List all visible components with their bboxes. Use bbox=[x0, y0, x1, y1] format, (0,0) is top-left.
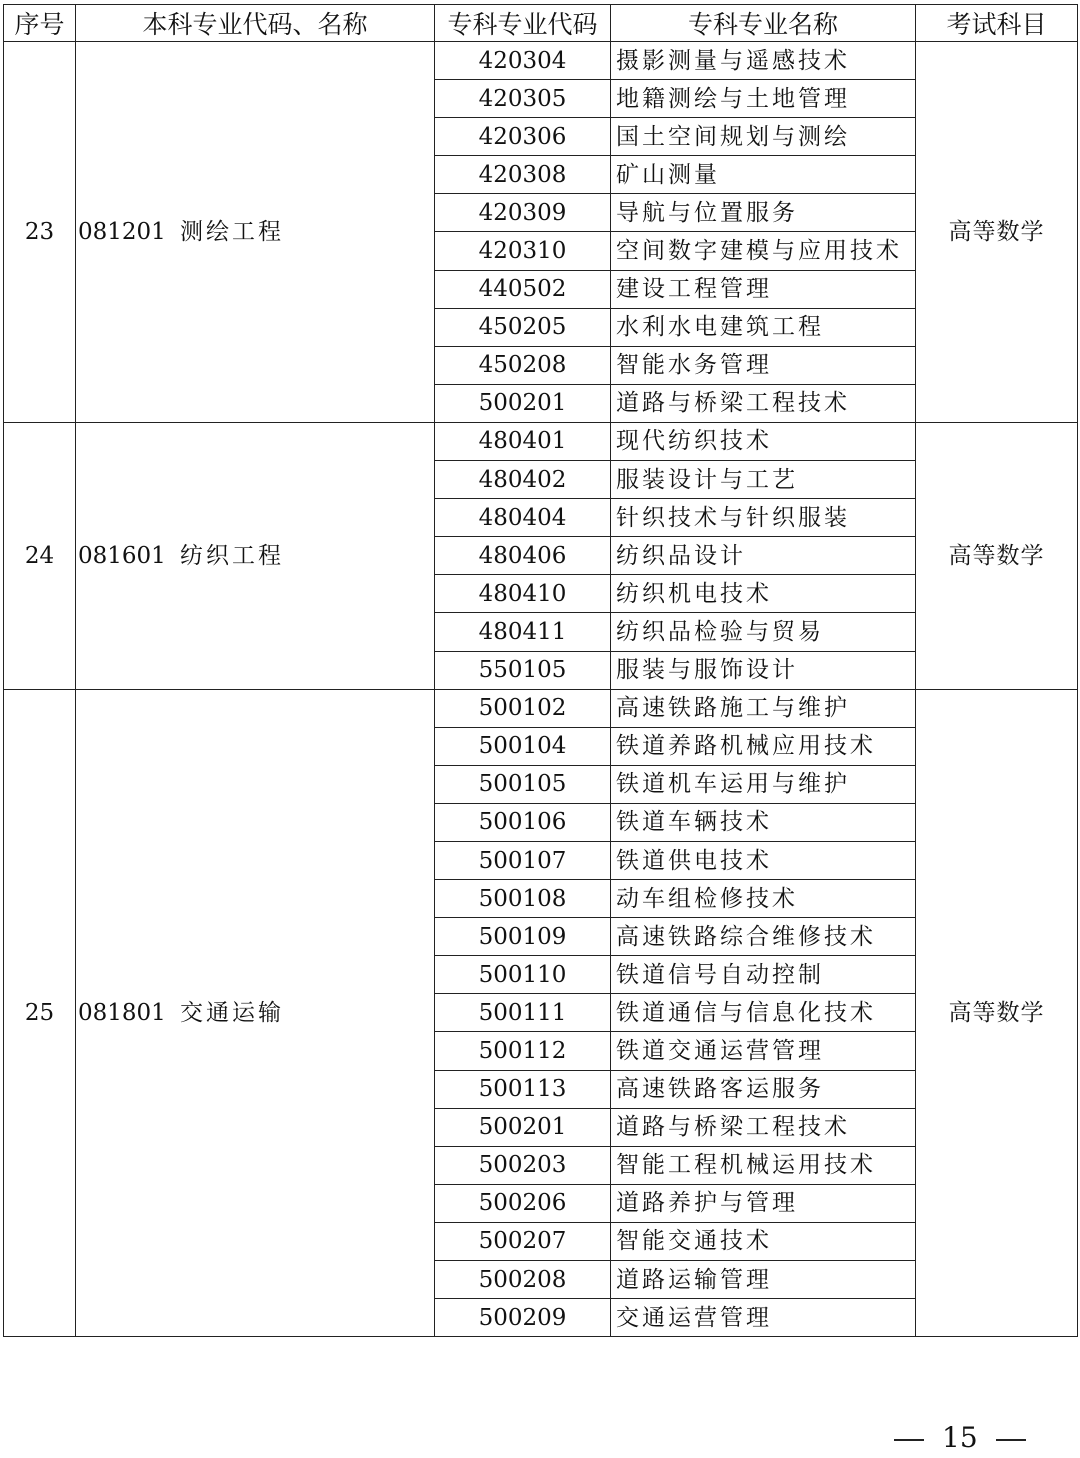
zk-code-cell: 420305 bbox=[435, 80, 611, 118]
exam-subject-cell: 高等数学 bbox=[916, 689, 1078, 1337]
zk-code-cell: 500110 bbox=[435, 956, 611, 994]
zk-name-cell: 纺织品检验与贸易 bbox=[611, 613, 916, 651]
zk-code-cell: 420306 bbox=[435, 118, 611, 156]
seq-cell: 24 bbox=[4, 422, 76, 689]
table-row bbox=[4, 42, 1078, 80]
zk-name-cell: 铁道交通运营管理 bbox=[611, 1032, 916, 1070]
exam-subject-cell: 高等数学 bbox=[916, 422, 1078, 689]
table-row bbox=[4, 689, 1078, 727]
bk-major-name: 测绘工程 bbox=[180, 218, 284, 245]
zk-code-cell: 420309 bbox=[435, 194, 611, 232]
zk-name-cell: 高速铁路客运服务 bbox=[611, 1070, 916, 1108]
zk-name-cell: 铁道信号自动控制 bbox=[611, 956, 916, 994]
bk-major-code: 081601 bbox=[78, 542, 166, 569]
zk-name-cell: 导航与位置服务 bbox=[611, 194, 916, 232]
zk-code-cell: 480404 bbox=[435, 499, 611, 537]
bk-major-cell bbox=[76, 689, 435, 1337]
zk-code-cell: 480410 bbox=[435, 575, 611, 613]
zk-name-cell: 服装与服饰设计 bbox=[611, 651, 916, 689]
zk-code-cell: 500104 bbox=[435, 727, 611, 765]
footer-dash-left bbox=[894, 1439, 924, 1441]
bk-major-name: 交通运输 bbox=[180, 999, 284, 1026]
zk-code-cell: 550105 bbox=[435, 651, 611, 689]
zk-code-cell: 500106 bbox=[435, 803, 611, 841]
zk-code-cell: 500111 bbox=[435, 994, 611, 1032]
zk-code-cell: 420308 bbox=[435, 156, 611, 194]
zk-name-cell: 道路运输管理 bbox=[611, 1261, 916, 1299]
zk-name-cell: 智能水务管理 bbox=[611, 346, 916, 384]
zk-name-cell: 矿山测量 bbox=[611, 156, 916, 194]
table-row bbox=[4, 422, 1078, 460]
zk-code-cell: 500112 bbox=[435, 1032, 611, 1070]
zk-code-cell: 420310 bbox=[435, 232, 611, 270]
zk-name-cell: 地籍测绘与土地管理 bbox=[611, 80, 916, 118]
zk-code-cell: 450208 bbox=[435, 346, 611, 384]
zk-code-cell: 480401 bbox=[435, 422, 611, 460]
header-exam: 考试科目 bbox=[916, 5, 1078, 42]
zk-name-cell: 摄影测量与遥感技术 bbox=[611, 42, 916, 80]
zk-code-cell: 500108 bbox=[435, 880, 611, 918]
zk-name-cell: 道路与桥梁工程技术 bbox=[611, 1108, 916, 1146]
zk-code-cell: 480411 bbox=[435, 613, 611, 651]
zk-name-cell: 服装设计与工艺 bbox=[611, 461, 916, 499]
exam-subject-cell: 高等数学 bbox=[916, 42, 1078, 423]
zk-code-cell: 500208 bbox=[435, 1261, 611, 1299]
zk-name-cell: 动车组检修技术 bbox=[611, 880, 916, 918]
zk-name-cell: 空间数字建模与应用技术 bbox=[611, 232, 916, 270]
header-zk-code: 专科专业代码 bbox=[435, 5, 611, 42]
zk-code-cell: 500209 bbox=[435, 1299, 611, 1337]
header-bk: 本科专业代码、名称 bbox=[76, 5, 435, 42]
zk-name-cell: 水利水电建筑工程 bbox=[611, 308, 916, 346]
zk-name-cell: 纺织品设计 bbox=[611, 537, 916, 575]
zk-name-cell: 建设工程管理 bbox=[611, 270, 916, 308]
table-body bbox=[4, 42, 1078, 1337]
zk-code-cell: 420304 bbox=[435, 42, 611, 80]
zk-name-cell: 针织技术与针织服装 bbox=[611, 499, 916, 537]
bk-major-code: 081201 bbox=[78, 218, 166, 245]
zk-code-cell: 500201 bbox=[435, 1108, 611, 1146]
zk-name-cell: 道路养护与管理 bbox=[611, 1184, 916, 1222]
zk-code-cell: 450205 bbox=[435, 308, 611, 346]
zk-code-cell: 480402 bbox=[435, 461, 611, 499]
zk-code-cell: 500102 bbox=[435, 689, 611, 727]
zk-code-cell: 500201 bbox=[435, 384, 611, 422]
zk-name-cell: 国土空间规划与测绘 bbox=[611, 118, 916, 156]
seq-cell: 23 bbox=[4, 42, 76, 423]
zk-name-cell: 铁道通信与信息化技术 bbox=[611, 994, 916, 1032]
zk-name-cell: 智能工程机械运用技术 bbox=[611, 1146, 916, 1184]
zk-code-cell: 500207 bbox=[435, 1222, 611, 1260]
zk-name-cell: 铁道机车运用与维护 bbox=[611, 765, 916, 803]
bk-major-cell bbox=[76, 422, 435, 689]
zk-code-cell: 500107 bbox=[435, 841, 611, 879]
seq-cell: 25 bbox=[4, 689, 76, 1337]
major-table bbox=[3, 4, 1078, 1337]
zk-name-cell: 铁道车辆技术 bbox=[611, 803, 916, 841]
page-number-footer bbox=[894, 1421, 1034, 1454]
zk-name-cell: 智能交通技术 bbox=[611, 1222, 916, 1260]
bk-major-cell bbox=[76, 42, 435, 423]
zk-code-cell: 500206 bbox=[435, 1184, 611, 1222]
zk-name-cell: 铁道供电技术 bbox=[611, 841, 916, 879]
zk-code-cell: 500109 bbox=[435, 918, 611, 956]
header-zk-name: 专科专业名称 bbox=[611, 5, 916, 42]
zk-code-cell: 500203 bbox=[435, 1146, 611, 1184]
zk-name-cell: 高速铁路施工与维护 bbox=[611, 689, 916, 727]
zk-name-cell: 道路与桥梁工程技术 bbox=[611, 384, 916, 422]
zk-name-cell: 交通运营管理 bbox=[611, 1299, 916, 1337]
zk-code-cell: 440502 bbox=[435, 270, 611, 308]
header-row bbox=[4, 5, 1078, 42]
footer-dash-right bbox=[996, 1439, 1026, 1441]
zk-name-cell: 纺织机电技术 bbox=[611, 575, 916, 613]
zk-code-cell: 480406 bbox=[435, 537, 611, 575]
header-seq: 序号 bbox=[4, 5, 76, 42]
page-number: 15 bbox=[942, 1421, 978, 1454]
zk-name-cell: 现代纺织技术 bbox=[611, 422, 916, 460]
bk-major-name: 纺织工程 bbox=[180, 542, 284, 569]
zk-code-cell: 500113 bbox=[435, 1070, 611, 1108]
bk-major-code: 081801 bbox=[78, 999, 166, 1026]
zk-name-cell: 高速铁路综合维修技术 bbox=[611, 918, 916, 956]
zk-name-cell: 铁道养路机械应用技术 bbox=[611, 727, 916, 765]
zk-code-cell: 500105 bbox=[435, 765, 611, 803]
